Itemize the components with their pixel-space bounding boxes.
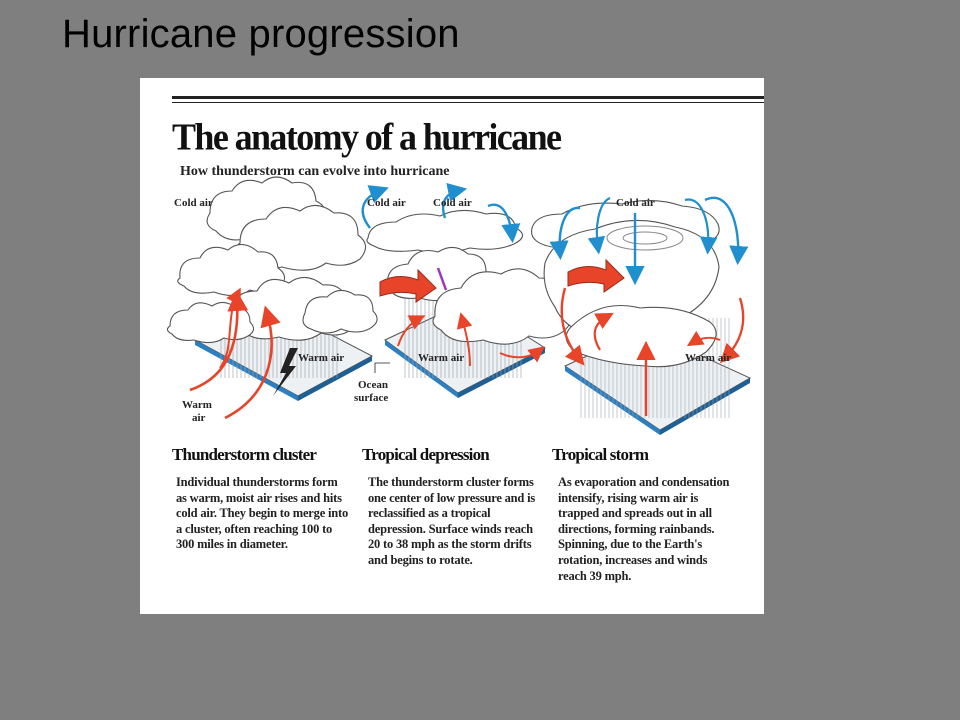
diagram-title: The anatomy of a hurricane: [172, 116, 561, 158]
label-ocean: Ocean: [358, 379, 388, 391]
stage-3-title: Tropical storm: [552, 445, 649, 464]
label-surface: surface: [354, 392, 389, 404]
stage-1-description: Individual thunderstorms form as warm, moist air rises and hits cold air. They begin to merge into a cluster, often reaching 100 to 300 miles in diameter.: [176, 475, 349, 552]
label-warm-air-1: Warm air: [298, 352, 345, 364]
label-cold-air-3: Cold air: [616, 197, 655, 209]
label-air-1: air: [192, 412, 206, 424]
label-cold-air-2a: Cold air: [367, 197, 406, 209]
diagram-subtitle: How thunderstorm can evolve into hurricane: [180, 164, 450, 179]
label-cold-air-1: Cold air: [174, 197, 213, 209]
stages-illustration: [140, 78, 764, 438]
label-cold-air-2b: Cold air: [433, 197, 472, 209]
slide-title: Hurricane progression: [62, 12, 460, 56]
label-warm-air-2: Warm air: [418, 352, 465, 364]
stage-2-title: Tropical depression: [362, 445, 489, 464]
stage-3-description: As evaporation and condensation intensify, rising warm air is trapped and spreads out in all directions, forming rainbands. Spinning, due to the Earth's rotation, increases and winds reach 39 mph.: [558, 475, 730, 583]
stage-1-title: Thunderstorm cluster: [172, 445, 317, 464]
label-warm-1: Warm: [182, 399, 212, 411]
stage-2-description: The thunderstorm cluster forms one center of low pressure and is reclassified as a tropical depression. Surface winds reach 20 to 38 mph as the storm drifts and begins to rotate.: [368, 475, 536, 567]
stage-3-illustration: [532, 197, 750, 435]
hurricane-diagram-panel: [140, 78, 764, 614]
storm-clouds-3: [532, 200, 720, 366]
label-warm-air-3: Warm air: [685, 352, 732, 364]
stage-1-illustration: [167, 177, 377, 424]
